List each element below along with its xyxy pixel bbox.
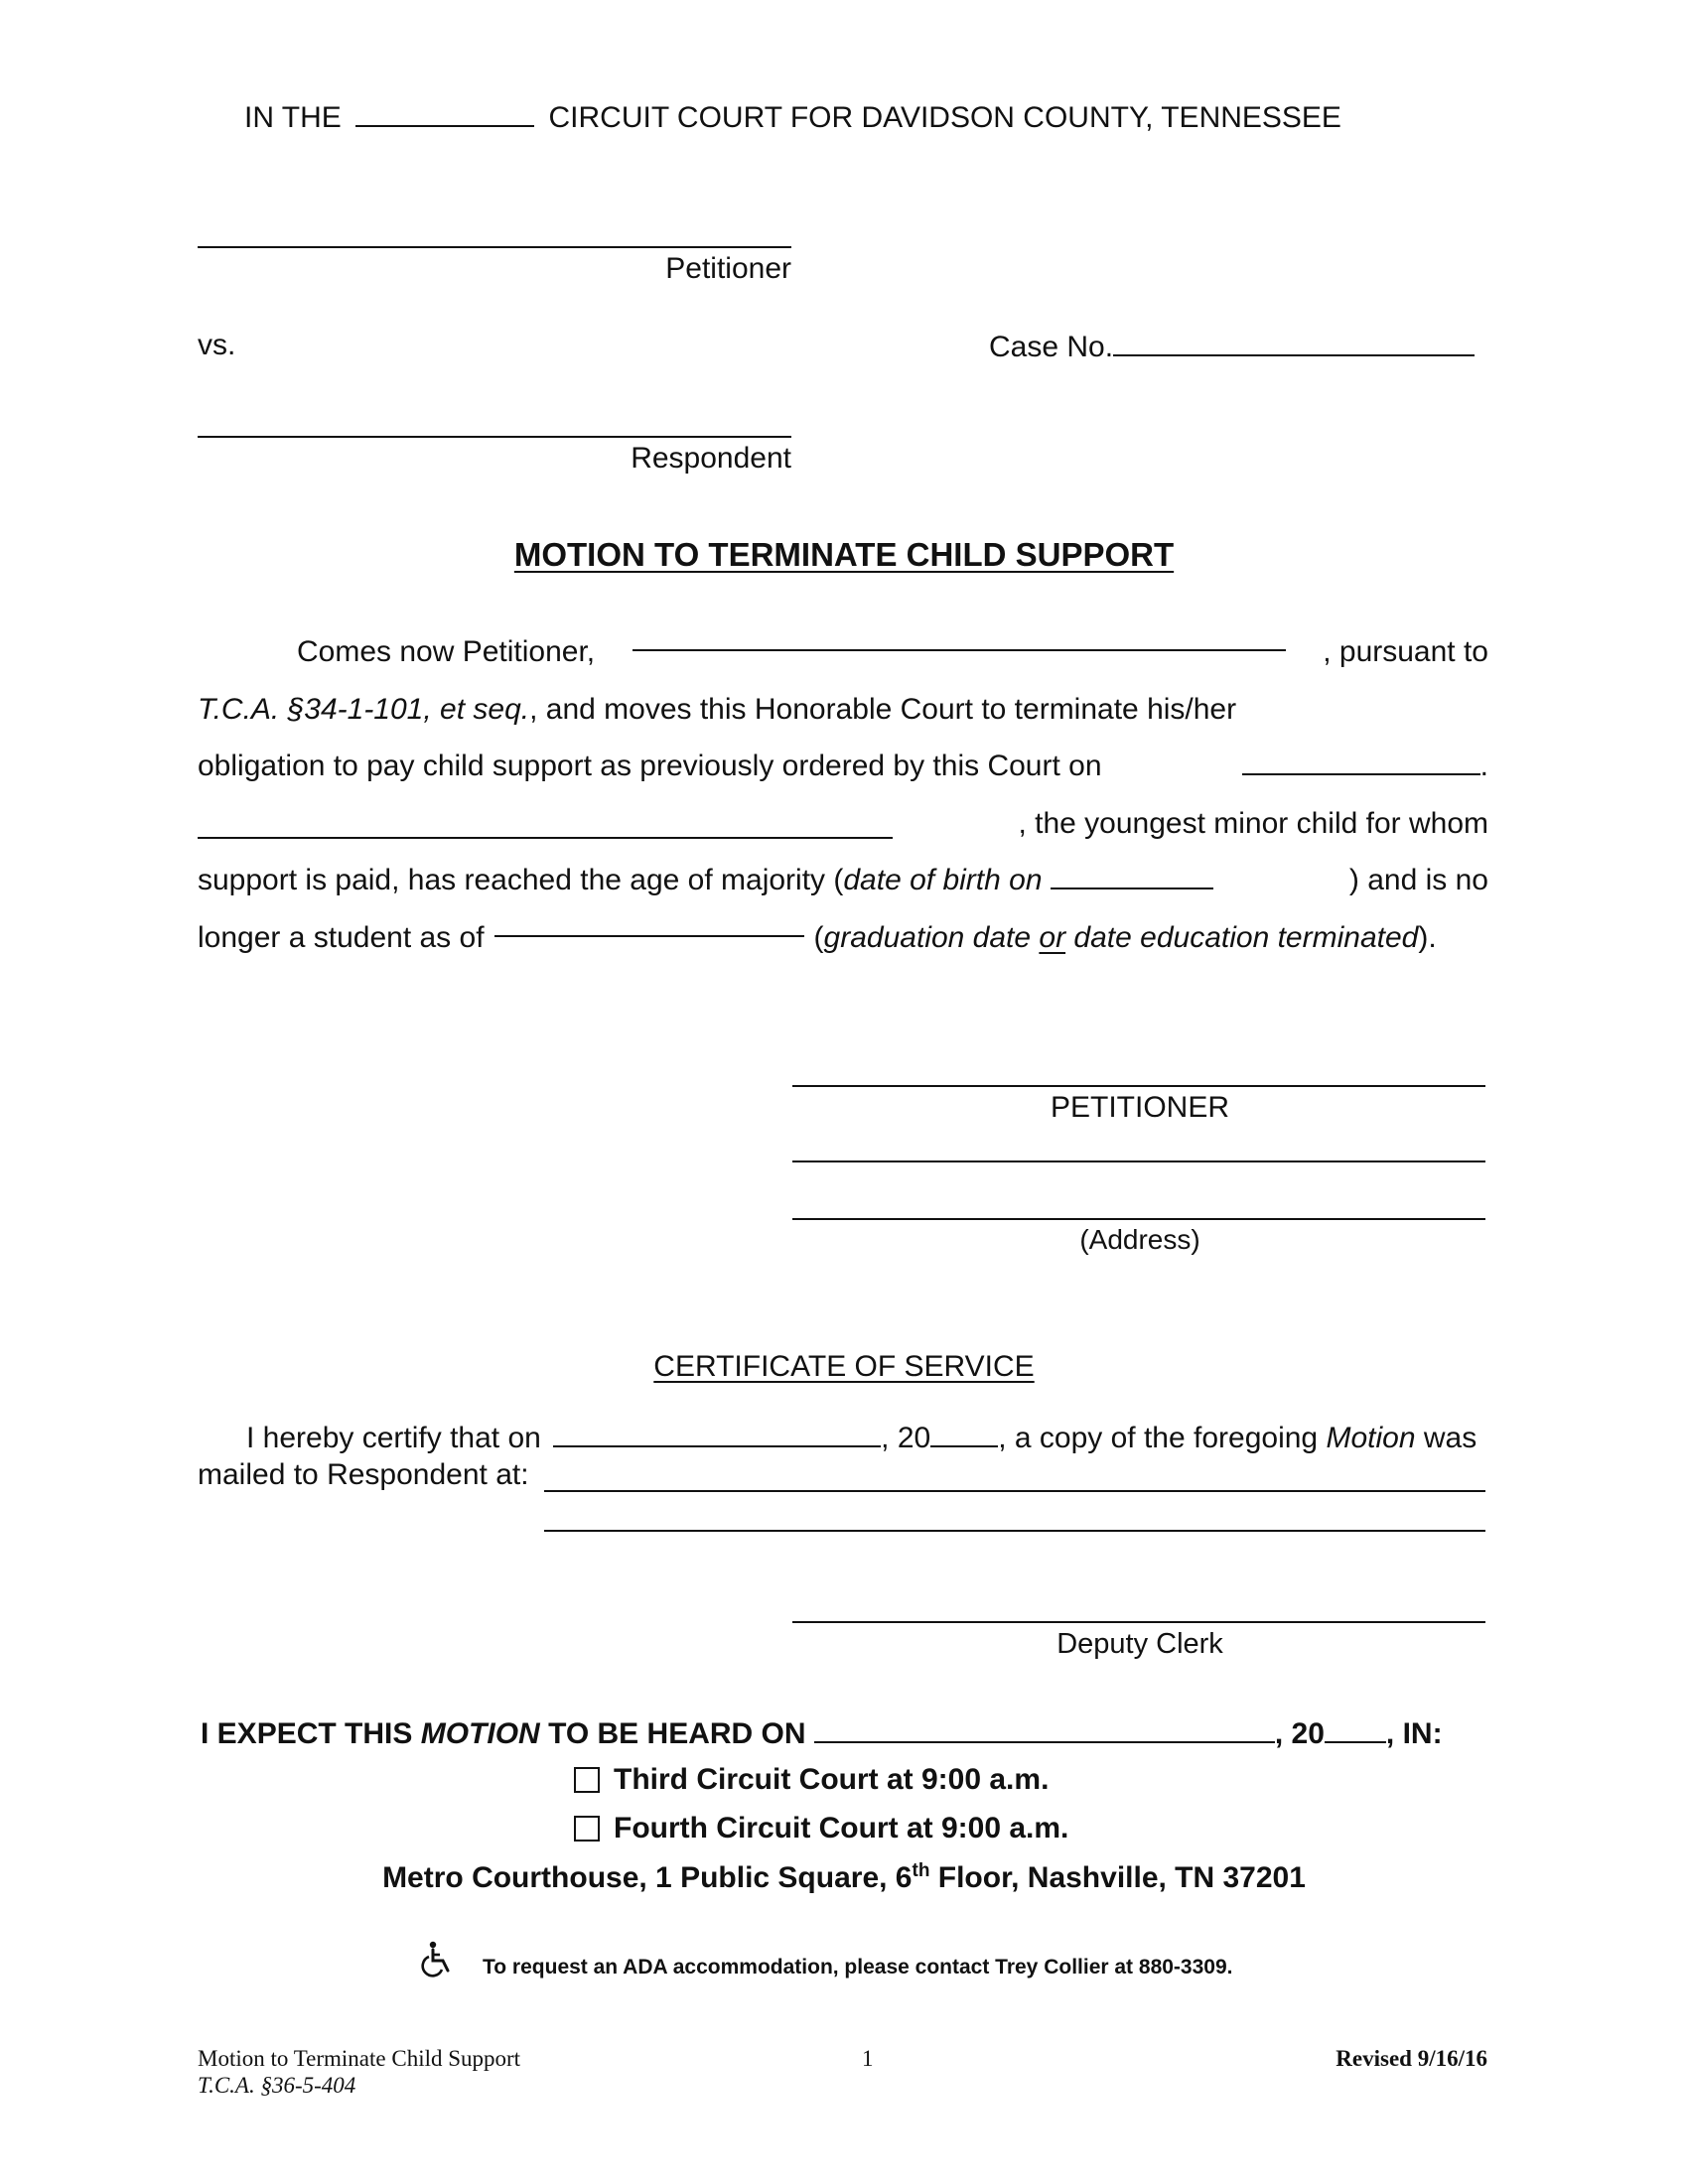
hearing-motion-word: MOTION (420, 1717, 540, 1750)
motion-paragraph (198, 623, 1488, 966)
address-text-b: Floor, Nashville, TN 37201 (929, 1861, 1306, 1894)
fourth-circuit-label: Fourth Circuit Court at 9:00 a.m. (614, 1812, 1069, 1844)
p6-paren: ( (813, 920, 824, 954)
p5-text-c: ) and is no (1348, 864, 1488, 896)
vs-label: vs. (198, 329, 236, 361)
case-no-field[interactable] (1113, 329, 1475, 356)
fourth-circuit-checkbox[interactable] (574, 1816, 600, 1842)
order-date-field[interactable] (1242, 748, 1480, 775)
address-line-2[interactable] (792, 1218, 1485, 1220)
deputy-clerk-signature-line[interactable] (792, 1621, 1485, 1623)
page-number: 1 (862, 2046, 874, 2071)
dob-label: date of birth on (843, 864, 1043, 896)
respondent-label: Respondent (631, 442, 791, 475)
hearing-text-e: , IN: (1385, 1717, 1443, 1750)
option-third-circuit[interactable] (574, 1763, 1049, 1797)
service-date-field[interactable] (553, 1420, 881, 1447)
third-circuit-checkbox[interactable] (574, 1767, 600, 1793)
p6-text: longer a student as of (198, 920, 485, 954)
address-line-1[interactable] (792, 1160, 1485, 1162)
courthouse-address (0, 1860, 1688, 1895)
court-header (244, 99, 1341, 135)
hearing-year-prefix: , 20 (1274, 1717, 1325, 1750)
p4-text: , the youngest minor child for whom (1018, 806, 1488, 840)
circuit-blank[interactable] (355, 99, 534, 127)
respondent-name-line[interactable] (198, 436, 791, 438)
p2-text: , and moves this Honorable Court to terminate his/her (529, 692, 1237, 726)
p3-text: obligation to pay child support as previously ordered by this Court on (198, 750, 1102, 782)
paragraph-line (198, 623, 1488, 681)
petitioner-label: Petitioner (665, 252, 791, 285)
p1-text: Comes now Petitioner, (297, 635, 596, 668)
in-the-text: IN THE (244, 101, 342, 134)
p1-text-b: , pursuant to (1323, 635, 1488, 668)
case-number (989, 329, 1475, 364)
court-title: CIRCUIT COURT FOR DAVIDSON COUNTY, TENNESSEE (548, 101, 1341, 134)
service-year-field[interactable] (930, 1420, 998, 1447)
certificate-line-1 (246, 1420, 1477, 1455)
dob-field[interactable] (1051, 862, 1213, 889)
hearing-date-field[interactable] (814, 1715, 1275, 1743)
motion-word: Motion (1326, 1422, 1416, 1454)
hearing-statement (201, 1715, 1443, 1751)
p6-close: ). (1418, 920, 1437, 954)
hearing-text-a: I EXPECT THIS (201, 1717, 413, 1750)
deputy-clerk-label: Deputy Clerk (1056, 1628, 1223, 1660)
student-end-date-field[interactable] (494, 909, 804, 937)
p5-text: support is paid, has reached the age of majority ( (198, 864, 844, 896)
certify-text: I hereby certify that on (246, 1422, 541, 1454)
paragraph-line (198, 852, 1488, 909)
revised-date: Revised 9/16/16 (1336, 2046, 1487, 2071)
certificate-title: CERTIFICATE OF SERVICE (653, 1350, 1035, 1383)
copy-text: , a copy of the foregoing (998, 1422, 1319, 1454)
mailed-label: mailed to Respondent at: (198, 1458, 529, 1491)
paragraph-line (198, 909, 1488, 967)
motion-title: MOTION TO TERMINATE CHILD SUPPORT (513, 536, 1175, 573)
child-name-field[interactable] (198, 811, 893, 839)
or-label: or (1039, 920, 1066, 954)
hearing-year-field[interactable] (1325, 1715, 1386, 1743)
address-label: (Address) (1079, 1224, 1200, 1255)
graduation-date-label: graduation date (823, 920, 1032, 954)
p3-period: . (1479, 750, 1488, 782)
option-fourth-circuit[interactable] (574, 1812, 1068, 1845)
statute-citation: T.C.A. §34-1-101, et seq. (198, 692, 530, 726)
petitioner-signature-line[interactable] (792, 1085, 1485, 1087)
footer-form-name: Motion to Terminate Child Support (198, 2046, 521, 2071)
petitioner-signature-label: PETITIONER (1050, 1091, 1229, 1124)
was-text: was (1423, 1422, 1477, 1454)
third-circuit-label: Third Circuit Court at 9:00 a.m. (614, 1763, 1050, 1796)
respondent-address-line-1[interactable] (544, 1490, 1485, 1492)
paragraph-line (198, 681, 1488, 739)
address-text-a: Metro Courthouse, 1 Public Square, 6 (382, 1861, 913, 1894)
case-no-label: Case No. (989, 331, 1114, 363)
education-terminated-label: date education terminated (1073, 920, 1419, 954)
wheelchair-icon (421, 1941, 457, 1979)
respondent-address-line-2[interactable] (544, 1530, 1485, 1532)
year-prefix: , 20 (881, 1422, 931, 1454)
paragraph-line (198, 738, 1488, 795)
address-sup: th (912, 1860, 930, 1881)
footer-statute: T.C.A. §36-5-404 (198, 2073, 356, 2098)
petitioner-name-line[interactable] (198, 246, 791, 248)
hearing-text-c: TO BE HEARD ON (548, 1717, 806, 1750)
paragraph-line (198, 795, 1488, 853)
ada-notice: To request an ADA accommodation, please contact Trey Collier at 880-3309. (483, 1956, 1233, 1979)
petitioner-name-field[interactable] (633, 623, 1286, 651)
